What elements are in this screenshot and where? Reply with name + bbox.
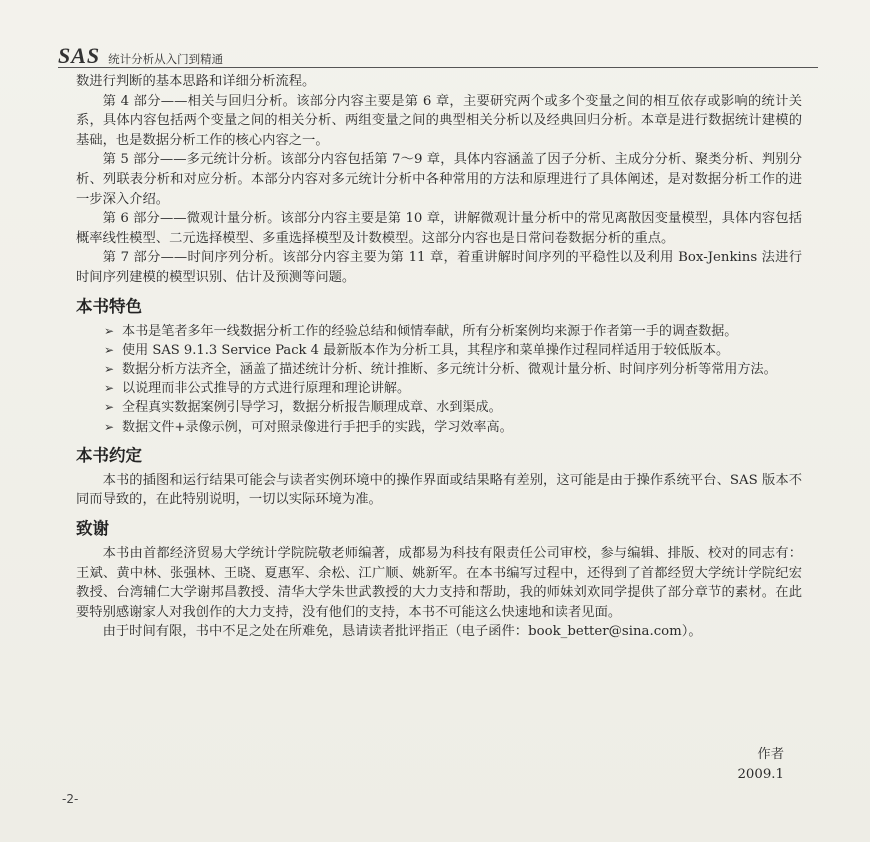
feature-item — [76, 418, 802, 437]
features-list — [76, 322, 802, 437]
feature-text: 数据文件+录像示例，可对照录像进行手把手的实践，学习效率高。 — [122, 419, 513, 435]
arrow-bullet-icon: ➢ — [104, 381, 115, 396]
feature-text: 使用 SAS 9.1.3 Service Pack 4 最新版本作为分析工具，其程序和菜单操作过程同样适用于较低版本。 — [122, 342, 730, 358]
page-content — [76, 72, 802, 642]
feature-text: 本书是笔者多年一线数据分析工作的经验总结和倾情奉献，所有分析案例均来源于作者第一手的调查数据。 — [122, 323, 738, 339]
errata-paragraph: 由于时间有限，书中不足之处在所难免，恳请读者批评指正（电子函件：book_better@sina.com）。 — [102, 624, 702, 640]
feature-text: 全程真实数据案例引导学习，数据分析报告顺理成章、水到渠成。 — [122, 400, 502, 416]
intro-tail-paragraph: 数进行判断的基本思路和详细分析流程。 — [76, 74, 316, 89]
signature-block — [737, 745, 784, 784]
sas-logo: SAS — [58, 43, 101, 68]
feature-item — [76, 398, 802, 417]
part-7-paragraph: 第 7 部分——时间序列分析。该部分内容主要为第 11 章，着重讲解时间序列的平稳性以及利用 Box-Jenkins 法进行时间序列建模的模型识别、估计及预测等问题。 — [76, 250, 802, 285]
thanks-heading: 致谢 — [76, 518, 109, 538]
feature-item — [76, 341, 802, 360]
part-4-paragraph: 第 4 部分——相关与回归分析。该部分内容主要是第 6 章，主要研究两个或多个变量之间的相互依存或影响的统计关系，具体内容包括两个变量之间的相关分析、两组变量之间的典型相关分析以及经典回归分析。本章是进行数据统计建模的基础，也是数据分析工作的核心内容之一。 — [76, 93, 802, 148]
arrow-bullet-icon: ➢ — [104, 400, 115, 415]
arrow-bullet-icon: ➢ — [104, 361, 115, 376]
part-6-paragraph: 第 6 部分——微观计量分析。该部分内容主要是第 10 章，讲解微观计量分析中的常见离散因变量模型，具体内容包括概率线性模型、二元选择模型、多重选择模型及计数模型。这部分内容也是日常问卷数据分析的重点。 — [76, 211, 802, 246]
header-rule — [58, 67, 818, 68]
signature-date: 2009.1 — [737, 766, 784, 782]
thanks-paragraph: 本书由首都经济贸易大学统计学院院敬老师编著，成都易为科技有限责任公司审校，参与编辑、排版、校对的同志有：王斌、黄中林、张强林、王晓、夏惠军、余松、江广顺、姚新军。在本书编写过程中，还得到了首都经贸大学统计学院纪宏教授、台湾辅仁大学谢邦昌教授、清华大学朱世武教授的大力支持和帮助，我的师妹刘欢同学提供了部分章节的素材。在此要特别感谢家人对我创作的大力支持，没有他们的支持，本书不可能这么快速地和读者见面。 — [76, 545, 802, 620]
arrow-bullet-icon: ➢ — [104, 323, 115, 338]
features-heading: 本书特色 — [76, 296, 142, 316]
feature-text: 数据分析方法齐全，涵盖了描述统计分析、统计推断、多元统计分析、微观计量分析、时间序列分析等常用方法。 — [122, 361, 777, 377]
feature-item — [76, 379, 802, 398]
page-number: -2- — [62, 792, 79, 806]
author-label: 作者 — [757, 747, 784, 762]
convention-heading: 本书约定 — [76, 445, 142, 465]
feature-item — [76, 322, 802, 341]
arrow-bullet-icon: ➢ — [104, 342, 115, 357]
arrow-bullet-icon: ➢ — [104, 419, 115, 434]
feature-item — [76, 360, 802, 379]
part-5-paragraph: 第 5 部分——多元统计分析。该部分内容包括第 7～9 章，具体内容涵盖了因子分析、主成分分析、聚类分析、判别分析、列联表分析和对应分析。本部分内容对多元统计分析中各种常用的方法和原理进行了具体阐述，是对数据分析工作的进一步深入介绍。 — [76, 152, 802, 207]
convention-paragraph: 本书的插图和运行结果可能会与读者实例环境中的操作界面或结果略有差别，这可能是由于操作系统平台、SAS 版本不同而导致的，在此特别说明，一切以实际环境为准。 — [76, 472, 802, 508]
feature-text: 以说理而非公式推导的方式进行原理和理论讲解。 — [122, 381, 411, 397]
running-head — [58, 44, 818, 66]
book-title: 统计分析从入门到精通 — [108, 52, 224, 66]
